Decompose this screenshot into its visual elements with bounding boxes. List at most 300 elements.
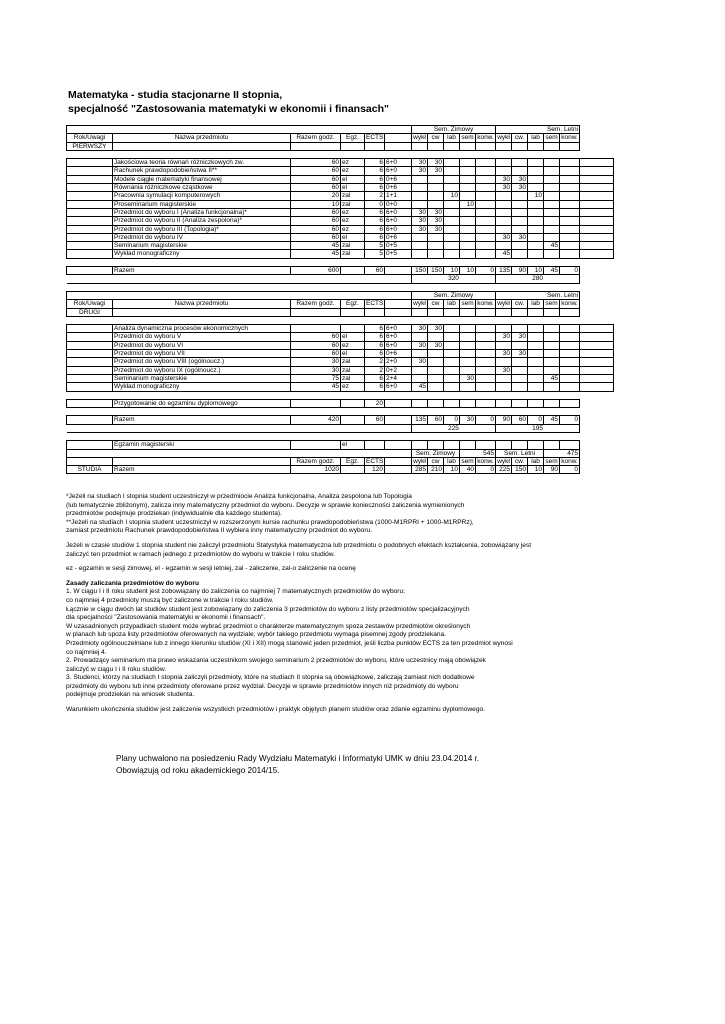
cell bbox=[444, 391, 460, 399]
sum-letni: 475 bbox=[544, 449, 580, 457]
value-cell bbox=[560, 333, 580, 341]
value-cell: 30 bbox=[496, 184, 512, 192]
cell bbox=[496, 391, 512, 399]
spacer-row bbox=[67, 316, 614, 324]
value-cell bbox=[580, 167, 614, 175]
value-cell bbox=[476, 167, 496, 175]
cell bbox=[341, 142, 365, 150]
cell bbox=[560, 316, 580, 324]
header-row-columns bbox=[67, 300, 614, 308]
value-cell bbox=[528, 217, 544, 225]
value-cell bbox=[428, 383, 444, 391]
header-ects: ECTS bbox=[366, 300, 384, 308]
value-cell bbox=[476, 175, 496, 183]
cell: 20 bbox=[365, 399, 385, 407]
value-cell bbox=[428, 333, 444, 341]
header-lab: lab bbox=[528, 300, 544, 308]
subject-name: Przedmiot do wyboru IX (ogólnoucz.) bbox=[113, 366, 291, 374]
value-cell: 2 bbox=[365, 358, 385, 366]
table-row bbox=[67, 184, 614, 192]
value-cell bbox=[560, 200, 580, 208]
value-cell bbox=[444, 325, 460, 333]
studia-total-row bbox=[67, 466, 614, 474]
cell bbox=[476, 316, 496, 324]
value-cell bbox=[580, 374, 614, 382]
year-row bbox=[67, 142, 614, 150]
value-cell: el bbox=[341, 175, 365, 183]
value-cell bbox=[412, 374, 428, 382]
value-cell bbox=[580, 325, 614, 333]
total-value: 0 bbox=[560, 416, 580, 424]
year-label-pierwszy: PIERWSZY bbox=[67, 142, 113, 150]
cell bbox=[496, 150, 512, 158]
value-cell bbox=[544, 358, 560, 366]
cell bbox=[385, 316, 412, 324]
year-row bbox=[67, 308, 614, 316]
value-cell bbox=[496, 167, 512, 175]
note-line: W uzasadnionych przypadkach student może wybrać przedmiot o charakterze matematycznym spoza zestawów przedmiotów określonych bbox=[66, 622, 471, 630]
cell bbox=[428, 441, 444, 449]
value-cell bbox=[444, 366, 460, 374]
value-cell: 0+6 bbox=[385, 175, 412, 183]
value-cell bbox=[512, 167, 528, 175]
subject-name: Pracownia symulacji komputerowych bbox=[113, 192, 291, 200]
value-cell bbox=[580, 200, 614, 208]
total-value: 45 bbox=[544, 267, 560, 275]
value-cell: 30 bbox=[428, 225, 444, 233]
value-cell: 30 bbox=[412, 325, 428, 333]
value-cell bbox=[476, 366, 496, 374]
cell bbox=[428, 150, 444, 158]
value-cell: 5 bbox=[365, 250, 385, 258]
value-cell: 30 bbox=[512, 350, 528, 358]
value-cell: 6 bbox=[365, 350, 385, 358]
year-label bbox=[67, 242, 113, 250]
header-konw: konw. bbox=[477, 300, 494, 308]
cell bbox=[412, 258, 428, 266]
value-cell bbox=[512, 383, 528, 391]
value-cell bbox=[341, 325, 365, 333]
cell bbox=[444, 432, 460, 440]
total-value: 0 bbox=[560, 267, 580, 275]
value-cell bbox=[444, 159, 460, 167]
value-cell: 45 bbox=[496, 250, 512, 258]
cell bbox=[544, 258, 560, 266]
value-cell: 6+0 bbox=[385, 325, 412, 333]
cell bbox=[528, 142, 544, 150]
value-cell bbox=[544, 175, 560, 183]
year-label bbox=[67, 383, 113, 391]
cell bbox=[444, 308, 460, 316]
cell bbox=[428, 308, 444, 316]
cell bbox=[512, 432, 528, 440]
value-cell bbox=[444, 341, 460, 349]
cell bbox=[341, 316, 365, 324]
value-cell bbox=[476, 208, 496, 216]
cell bbox=[291, 275, 341, 283]
value-cell bbox=[512, 358, 528, 366]
value-cell: 30 bbox=[412, 341, 428, 349]
cell bbox=[385, 408, 412, 416]
year-label bbox=[67, 358, 113, 366]
cell bbox=[496, 142, 512, 150]
cell bbox=[341, 308, 365, 316]
header-sem-letni: Sem. Letni bbox=[496, 291, 580, 299]
value-cell: 10 bbox=[528, 192, 544, 200]
header-lab: lab bbox=[444, 134, 460, 142]
cell bbox=[476, 150, 496, 158]
year-label bbox=[67, 333, 113, 341]
cell bbox=[365, 316, 385, 324]
value-cell bbox=[560, 192, 580, 200]
value-cell: 60 bbox=[291, 333, 341, 341]
value-cell: 2 bbox=[365, 366, 385, 374]
value-cell bbox=[512, 250, 528, 258]
header-lab: lab bbox=[528, 134, 544, 142]
value-cell: 30 bbox=[512, 184, 528, 192]
cell bbox=[67, 267, 113, 275]
spacer-row bbox=[67, 408, 614, 416]
studia-sem-row bbox=[67, 449, 614, 457]
value-cell: 30 bbox=[291, 366, 341, 374]
header-wykl: wykł bbox=[497, 134, 510, 142]
total-value: 90 bbox=[544, 466, 560, 474]
value-cell bbox=[580, 250, 614, 258]
value-cell bbox=[460, 341, 476, 349]
cell bbox=[528, 391, 544, 399]
value-cell bbox=[528, 175, 544, 183]
table-row bbox=[67, 225, 614, 233]
value-cell bbox=[580, 366, 614, 374]
cell: el bbox=[341, 441, 365, 449]
cell bbox=[412, 441, 428, 449]
value-cell bbox=[512, 225, 528, 233]
value-cell bbox=[476, 217, 496, 225]
note-line: przedmiotów podejmuje prodziekan (indywidualnie dla każdego studenta). bbox=[66, 510, 282, 518]
total-value: 225 bbox=[496, 466, 512, 474]
cell: konw. bbox=[561, 457, 578, 465]
cell bbox=[560, 258, 580, 266]
cell bbox=[341, 258, 365, 266]
subject-name: Przedmiot do wyboru III (Topologia)* bbox=[113, 225, 291, 233]
cell bbox=[428, 408, 444, 416]
cell bbox=[560, 408, 580, 416]
note-line: co najmniej 4 przedmioty muszą być zaliczone w trakcie I roku studiów. bbox=[66, 596, 274, 604]
value-cell bbox=[460, 167, 476, 175]
cell bbox=[341, 432, 365, 440]
cell bbox=[512, 316, 528, 324]
value-cell: 75 bbox=[291, 374, 341, 382]
cell bbox=[365, 142, 385, 150]
semester-sum-row bbox=[67, 424, 614, 432]
value-cell: ez bbox=[341, 159, 365, 167]
header-rok: Rok/Uwagi bbox=[67, 300, 113, 308]
value-cell: zal bbox=[341, 374, 365, 382]
cell bbox=[113, 283, 291, 291]
value-cell bbox=[528, 374, 544, 382]
cell bbox=[560, 432, 580, 440]
value-cell: el bbox=[341, 333, 365, 341]
value-cell: ez bbox=[341, 167, 365, 175]
cell bbox=[428, 432, 444, 440]
header-sem-letni: Sem. Letni bbox=[496, 126, 580, 134]
value-cell: ez bbox=[341, 383, 365, 391]
cell bbox=[460, 308, 476, 316]
total-value bbox=[341, 267, 365, 275]
value-cell bbox=[528, 250, 544, 258]
cell bbox=[412, 150, 428, 158]
header-razem-godz: Razem godz. bbox=[291, 300, 341, 308]
cell bbox=[291, 258, 341, 266]
value-cell: 30 bbox=[412, 217, 428, 225]
value-cell bbox=[528, 167, 544, 175]
table-row bbox=[67, 175, 614, 183]
cell bbox=[512, 308, 528, 316]
note-line: zaliczyć ten przedmiot w ramach jednego z przedmiotów do wyboru w trakcie I roku studiów. bbox=[66, 550, 335, 558]
value-cell bbox=[512, 217, 528, 225]
value-cell: el bbox=[341, 233, 365, 241]
header-blank bbox=[385, 134, 412, 142]
cell bbox=[496, 283, 512, 291]
cell bbox=[512, 258, 528, 266]
value-cell bbox=[412, 242, 428, 250]
value-cell: 0+2 bbox=[385, 366, 412, 374]
cell bbox=[385, 457, 412, 465]
value-cell bbox=[512, 200, 528, 208]
cell: cw bbox=[428, 457, 444, 465]
header-blank bbox=[385, 300, 412, 308]
value-cell bbox=[496, 192, 512, 200]
cell bbox=[560, 150, 580, 158]
value-cell bbox=[544, 250, 560, 258]
cell bbox=[544, 399, 560, 407]
note-line: Łącznie w ciągu dwóch lat studiów student jest zobowiązany do zaliczenia 3 przedmiotów do wyboru z listy przedmiotów specjalizacyjnych bbox=[66, 605, 470, 613]
value-cell: 60 bbox=[291, 225, 341, 233]
cell bbox=[67, 449, 412, 457]
value-cell bbox=[428, 350, 444, 358]
value-cell bbox=[528, 242, 544, 250]
cell bbox=[528, 399, 544, 407]
total-label: Razem bbox=[113, 466, 291, 474]
cell bbox=[291, 308, 341, 316]
cell bbox=[412, 408, 428, 416]
cell bbox=[291, 142, 341, 150]
value-cell bbox=[544, 217, 560, 225]
cell bbox=[528, 408, 544, 416]
subject-name: Równania różniczkowe cząstkowe bbox=[113, 184, 291, 192]
value-cell bbox=[580, 333, 614, 341]
value-cell: 6+0 bbox=[385, 333, 412, 341]
value-cell bbox=[528, 341, 544, 349]
cell bbox=[476, 432, 496, 440]
value-cell bbox=[560, 242, 580, 250]
total-value: 285 bbox=[412, 466, 428, 474]
cell bbox=[460, 283, 476, 291]
subject-name: Przedmiot do wyboru VIII (ogólnoucz.) bbox=[113, 358, 291, 366]
cell bbox=[560, 283, 580, 291]
cell bbox=[512, 142, 528, 150]
value-cell: 30 bbox=[428, 341, 444, 349]
value-cell: 30 bbox=[512, 233, 528, 241]
value-cell bbox=[544, 167, 560, 175]
total-value: 0 bbox=[560, 466, 580, 474]
value-cell bbox=[476, 341, 496, 349]
header-sem: sem bbox=[545, 300, 558, 308]
cell bbox=[291, 283, 341, 291]
value-cell bbox=[428, 250, 444, 258]
value-cell bbox=[528, 225, 544, 233]
cell bbox=[528, 432, 544, 440]
value-cell bbox=[580, 225, 614, 233]
header-row-semesters bbox=[67, 126, 614, 134]
cell bbox=[444, 399, 460, 407]
value-cell bbox=[560, 167, 580, 175]
table-row bbox=[67, 366, 614, 374]
value-cell bbox=[512, 325, 528, 333]
value-cell bbox=[444, 250, 460, 258]
value-cell: 6 bbox=[365, 225, 385, 233]
cell bbox=[385, 424, 412, 432]
cell bbox=[365, 283, 385, 291]
cell bbox=[113, 150, 291, 158]
cell bbox=[476, 308, 496, 316]
value-cell bbox=[476, 233, 496, 241]
value-cell bbox=[528, 208, 544, 216]
header-konw: konw. bbox=[561, 300, 578, 308]
value-cell bbox=[444, 233, 460, 241]
header-egz: Egz. bbox=[341, 300, 365, 308]
cell: Razem godz. bbox=[291, 457, 341, 465]
cell bbox=[528, 316, 544, 324]
header-wykl: wykł bbox=[413, 300, 426, 308]
cell bbox=[428, 258, 444, 266]
value-cell: 60 bbox=[291, 341, 341, 349]
value-cell: 30 bbox=[428, 217, 444, 225]
cell bbox=[291, 408, 341, 416]
spacer-row bbox=[67, 391, 614, 399]
cell bbox=[496, 441, 512, 449]
value-cell bbox=[544, 192, 560, 200]
value-cell: 30 bbox=[428, 325, 444, 333]
cell bbox=[291, 150, 341, 158]
total-value: 40 bbox=[460, 466, 476, 474]
cell bbox=[67, 457, 113, 465]
cell bbox=[444, 258, 460, 266]
value-cell: 6 bbox=[365, 159, 385, 167]
value-cell bbox=[476, 333, 496, 341]
cell bbox=[428, 283, 444, 291]
cell bbox=[512, 283, 528, 291]
value-cell bbox=[444, 383, 460, 391]
total-value: 10 bbox=[460, 267, 476, 275]
value-cell: 6+0 bbox=[385, 341, 412, 349]
note-line: podejmuje prodziekan na wniosek studenta. bbox=[66, 691, 195, 699]
total-value: 210 bbox=[428, 466, 444, 474]
subject-name: Przedmiot do wyboru II (Analiza zespolona)* bbox=[113, 217, 291, 225]
header-sem: sem bbox=[461, 134, 474, 142]
cell bbox=[460, 150, 476, 158]
value-cell bbox=[291, 325, 341, 333]
year-label bbox=[67, 250, 113, 258]
value-cell bbox=[560, 208, 580, 216]
cell bbox=[385, 142, 412, 150]
cell bbox=[385, 275, 412, 283]
total-value: 10 bbox=[444, 466, 460, 474]
value-cell bbox=[428, 374, 444, 382]
value-cell: 45 bbox=[544, 242, 560, 250]
footer bbox=[116, 753, 479, 777]
note-line: Przedmioty ogólnouczelniane lub z innego kierunku studiów (XI i XII) mogą stanowić jeden przedmiot, jeśli liczba punktów ECTS za ten przedmiot wynosi bbox=[66, 639, 513, 647]
header-cw2: cw. bbox=[512, 134, 528, 142]
cell bbox=[365, 441, 385, 449]
subject-name: Seminarium magisterskie bbox=[113, 374, 291, 382]
value-cell: 6+0 bbox=[385, 383, 412, 391]
total-value: 135 bbox=[496, 267, 512, 275]
total-value: 45 bbox=[544, 416, 560, 424]
year-label bbox=[67, 325, 113, 333]
sum-zimowy: 320 bbox=[412, 275, 496, 283]
value-cell: 6+0 bbox=[385, 167, 412, 175]
cell bbox=[67, 416, 113, 424]
cell bbox=[341, 150, 365, 158]
value-cell bbox=[444, 350, 460, 358]
value-cell bbox=[544, 333, 560, 341]
value-cell: 6+0 bbox=[385, 208, 412, 216]
value-cell: 10 bbox=[444, 192, 460, 200]
cell bbox=[385, 258, 412, 266]
header-ects: ECTS bbox=[366, 134, 384, 142]
cell: ECTS bbox=[366, 457, 384, 465]
total-value: 150 bbox=[512, 466, 528, 474]
year-label bbox=[67, 233, 113, 241]
value-cell bbox=[428, 366, 444, 374]
cell bbox=[113, 432, 291, 440]
total-row bbox=[67, 416, 614, 424]
subject-name: Wykład monograficzny bbox=[113, 383, 291, 391]
spacer-row bbox=[67, 432, 614, 440]
value-cell bbox=[544, 225, 560, 233]
total-value: 0 bbox=[528, 416, 544, 424]
header-cw: cw bbox=[428, 300, 444, 308]
value-cell bbox=[512, 208, 528, 216]
value-cell: 20 bbox=[291, 192, 341, 200]
value-cell bbox=[476, 350, 496, 358]
value-cell bbox=[444, 200, 460, 208]
value-cell bbox=[496, 217, 512, 225]
cell: lab bbox=[528, 457, 544, 465]
cell bbox=[113, 391, 291, 399]
value-cell bbox=[412, 250, 428, 258]
cell bbox=[365, 308, 385, 316]
value-cell: 6 bbox=[365, 167, 385, 175]
cell bbox=[385, 150, 412, 158]
cell bbox=[113, 142, 291, 150]
total-value bbox=[385, 416, 412, 424]
subject-name: Wykład monograficzny bbox=[113, 250, 291, 258]
cell bbox=[428, 399, 444, 407]
value-cell: 45 bbox=[412, 383, 428, 391]
title-line-1: Matematyka - studia stacjonarne II stopnia, bbox=[68, 89, 283, 101]
value-cell bbox=[528, 333, 544, 341]
value-cell bbox=[444, 167, 460, 175]
value-cell bbox=[496, 200, 512, 208]
header-egz: Egz. bbox=[341, 134, 365, 142]
cell bbox=[113, 424, 291, 432]
total-value: 120 bbox=[365, 466, 385, 474]
study-plan-table bbox=[66, 125, 614, 474]
header-sem-zimowy: Sem. Zimowy bbox=[412, 449, 460, 457]
table-row bbox=[67, 233, 614, 241]
